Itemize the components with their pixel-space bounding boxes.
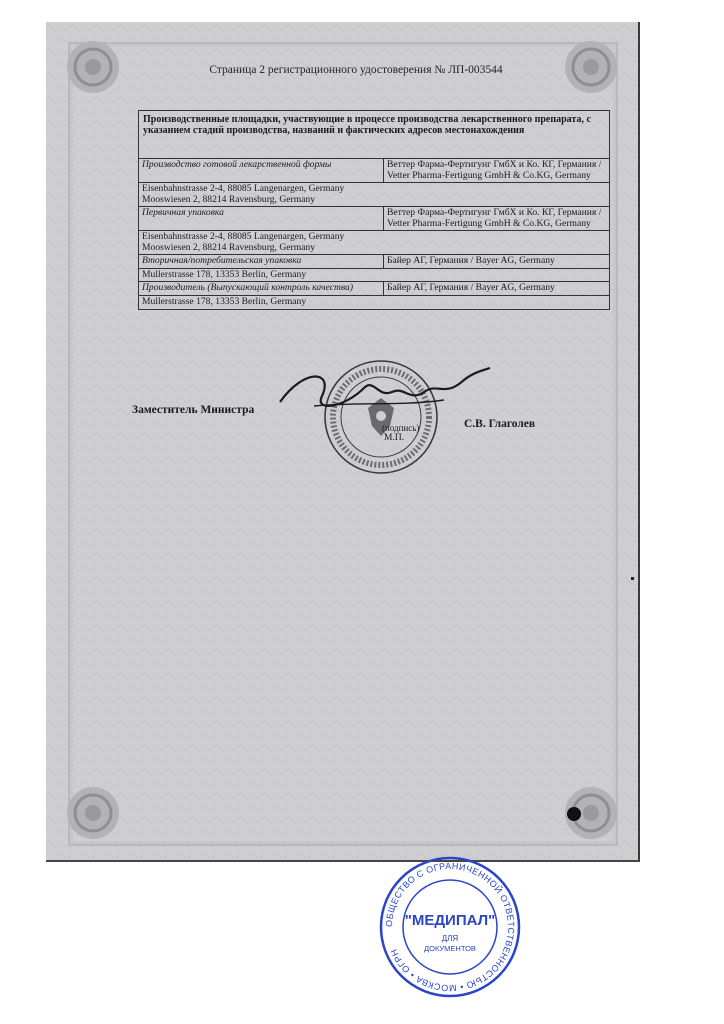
punch-hole bbox=[567, 807, 581, 821]
page-header: Страница 2 регистрационного удостоверения № ЛП-003544 bbox=[209, 64, 503, 76]
stage-label: Первичная упаковка bbox=[139, 207, 384, 230]
site-address bbox=[139, 183, 347, 206]
signatory-name: С.В. Глаголев bbox=[464, 418, 536, 430]
seal-caption: М.П. bbox=[384, 433, 405, 443]
document-sheet bbox=[46, 22, 640, 862]
table-row bbox=[139, 231, 609, 255]
company-name: Веттер Фарма-Фертигунг ГмбХ и Ко. КГ, Германия / Vetter Pharma-Fertigung GmbH & Co.KG, Germany bbox=[387, 159, 602, 181]
corner-ornament-icon bbox=[62, 782, 124, 844]
stage-label: Производитель (Выпускающий контроль качества) bbox=[139, 282, 384, 295]
company-stamp-icon bbox=[378, 855, 522, 999]
stage-label: Вторичная/потребительская упаковка bbox=[139, 255, 384, 268]
table-row bbox=[139, 159, 609, 183]
stamp-line1: ДЛЯ bbox=[441, 934, 459, 943]
table-row bbox=[139, 255, 609, 269]
address-line: Eisenbahnstrasse 2-4, 88085 Langenargen, Germany bbox=[142, 231, 345, 243]
table-header-row bbox=[139, 111, 609, 159]
address-line: Mooswiesen 2, 88214 Ravensburg, Germany bbox=[142, 193, 316, 205]
signature-caption: (подпись) bbox=[382, 423, 420, 433]
table-header: Производственные площадки, участвующие в процессе производства лекарственного препарата, с указанием стадий производства, названий и фактических адресов местонахождения bbox=[143, 114, 591, 136]
corner-ornament-icon bbox=[62, 36, 124, 98]
deputy-minister-title: Заместитель Министра bbox=[132, 404, 255, 416]
stage-label: Производство готовой лекарственной формы bbox=[139, 159, 384, 182]
table-row bbox=[139, 269, 609, 283]
site-address: Mullerstrasse 178, 13353 Berlin, Germany bbox=[142, 296, 307, 308]
company-name: Веттер Фарма-Фертигунг ГмбХ и Ко. КГ, Германия / Vetter Pharma-Fertigung GmbH & Co.KG, Germany bbox=[387, 207, 602, 229]
production-sites-table bbox=[138, 110, 610, 310]
table-row bbox=[139, 183, 609, 207]
corner-ornament-icon bbox=[560, 36, 622, 98]
table-row bbox=[139, 207, 609, 231]
stamp-line2: ДОКУМЕНТОВ bbox=[424, 944, 476, 953]
site-address: Mullerstrasse 178, 13353 Berlin, Germany bbox=[142, 268, 307, 280]
stamp-ring-text: ОБЩЕСТВО С ОГРАНИЧЕННОЙ ОТВЕТСТВЕННОСТЬЮ • МОСКВА • ОГРН bbox=[383, 860, 517, 994]
address-line: Mooswiesen 2, 88214 Ravensburg, Germany bbox=[142, 241, 316, 253]
signature-scribble-icon bbox=[274, 362, 494, 424]
company-name: Байер АГ, Германия / Bayer AG, Germany bbox=[387, 282, 555, 294]
table-row bbox=[139, 282, 609, 296]
stamp-company-name: "МЕДИПАЛ" bbox=[404, 912, 496, 929]
site-address bbox=[139, 231, 347, 254]
company-name: Байер АГ, Германия / Bayer AG, Germany bbox=[387, 255, 555, 267]
table-row bbox=[139, 296, 609, 309]
address-line: Eisenbahnstrasse 2-4, 88085 Langenargen, Germany bbox=[142, 183, 345, 195]
scan-mark bbox=[631, 577, 634, 580]
